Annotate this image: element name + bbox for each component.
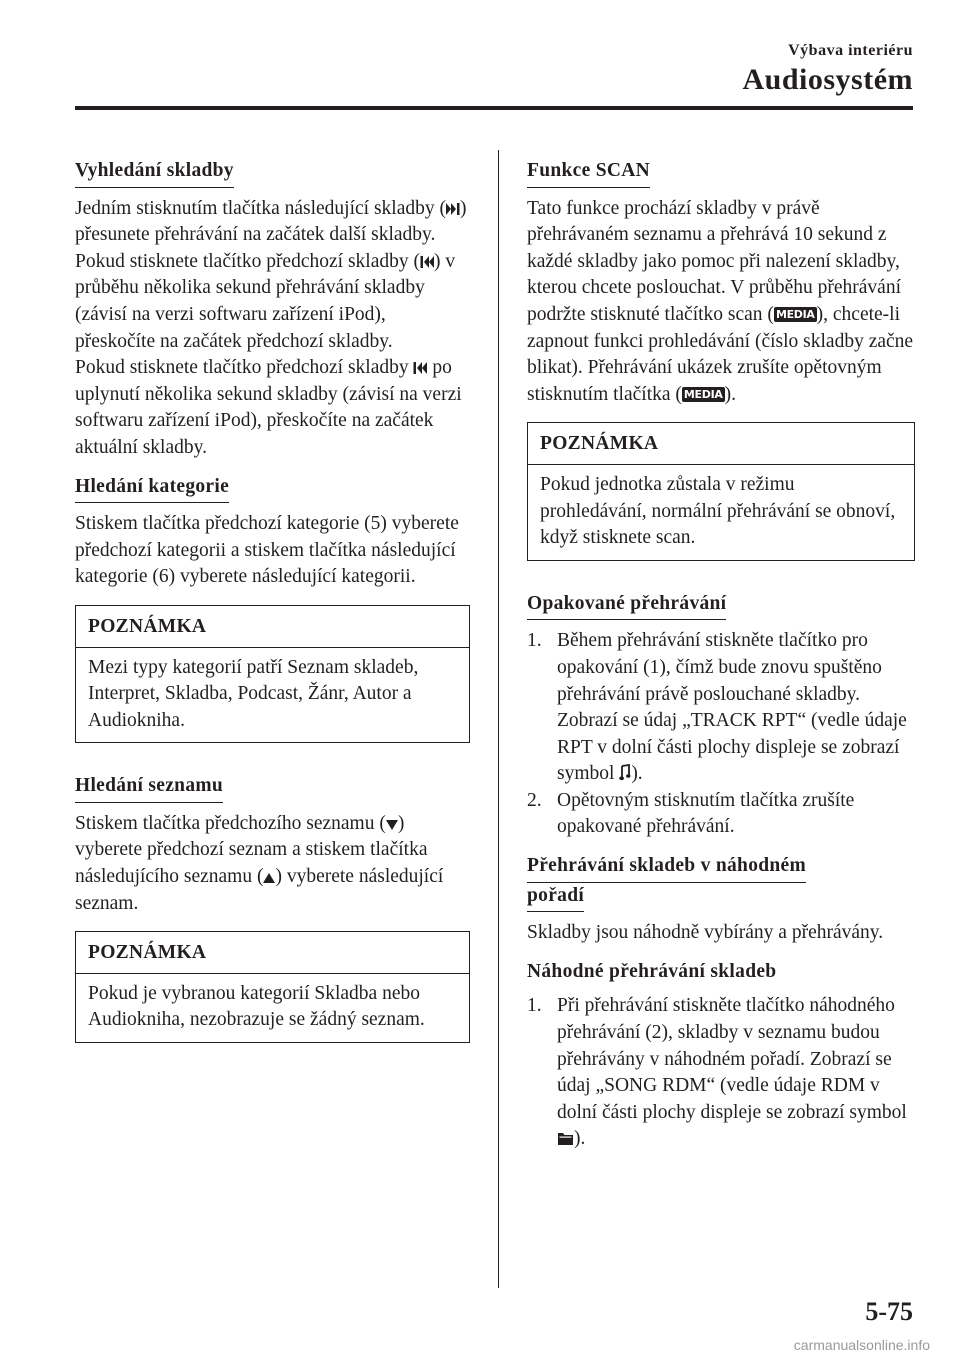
- note-box: [75, 605, 470, 743]
- subheading-random-tracks: Náhodné přehrávání skladeb: [527, 960, 777, 982]
- heading-track-search: Vyhledání skladby: [75, 158, 234, 188]
- repeat-note-icon: [619, 764, 631, 781]
- note-body: Pokud jednotka zůstala v režimu prohledávání, normální přehrávání se obnoví, když stisknete scan.: [540, 473, 896, 549]
- next-track-icon: [446, 202, 460, 216]
- note-box: [75, 931, 470, 1043]
- up-triangle-icon: [263, 872, 275, 884]
- list-item: 2. Opětovným stisknutím tlačítka zrušíte opakované přehrávání.: [527, 789, 855, 838]
- folder-icon: [557, 1130, 574, 1146]
- note-title: POZNÁMKA: [528, 423, 914, 465]
- left-column: [75, 158, 470, 1073]
- note-title: POZNÁMKA: [76, 932, 469, 974]
- heading-list-search: Hledání seznamu: [75, 773, 223, 803]
- down-triangle-icon: [386, 819, 398, 831]
- media-button-icon: MEDIA: [683, 387, 723, 401]
- header-rule: [75, 106, 913, 110]
- heading-repeat-playback: Opakované přehrávání: [527, 591, 726, 621]
- heading-random-playback: Přehrávání skladeb v náhodném pořadí: [527, 853, 915, 912]
- paragraph-random: Skladby jsou náhodně vybírány a přehrávány.: [527, 922, 884, 944]
- note-body: Mezi typy kategorií patří Seznam skladeb, Interpret, Skladba, Podcast, Žánr, Autor a Audiokniha.: [88, 656, 419, 731]
- note-box: [527, 422, 915, 560]
- chapter-title: Audiosystém: [742, 63, 913, 96]
- media-button-icon: MEDIA: [775, 307, 815, 321]
- list-item: 1. Při přehrávání stiskněte tlačítko náhodného přehrávání (2), skladby v seznamu budou přehrávány v náhodném pořadí. Zobrazí se údaj „SONG RDM“ (vedle údaje RDM v dolní části plochy displeje se zobrazí symbol ).: [527, 995, 907, 1150]
- page-number: 5-75: [865, 1297, 913, 1326]
- paragraph-list: Stiskem tlačítka předchozího seznamu ( ) vyberete předchozí seznam a stiskem tlačítka následujícího seznamu ( ) vyberete následující seznam.: [75, 812, 444, 914]
- right-column: [527, 158, 915, 1165]
- section-title: Výbava interiéru: [788, 42, 913, 59]
- paragraph-scan: Tato funkce prochází skladby v právě přehrávaném seznamu a přehrává 10 sekund z každé skladby jako pomoc při nalezení skladby, kterou chcete poslouchat. V průběhu přehrávání podržte stisknuté tlačítko scan ( MEDIA ), chcete-li zapnout funkci prohledávání (číslo skladby začne blikat). Přehrávání ukázek zrušíte opětovným stisknutím tlačítka ( MEDIA ).: [527, 197, 914, 405]
- running-header: [742, 42, 913, 97]
- previous-track-icon: [413, 361, 427, 375]
- list-item: 1. Během přehrávání stiskněte tlačítko pro opakování (1), čímž bude znovu spuštěno přehrávání právě poslouchané skladby. Zobrazí se údaj „TRACK RPT“ (vedle údaje RPT v dolní části plochy displeje se zobrazí symbol ).: [527, 630, 907, 785]
- column-divider: [498, 150, 499, 1288]
- random-steps-list: [527, 993, 915, 1153]
- note-title: POZNÁMKA: [76, 606, 469, 648]
- paragraph-category: Stiskem tlačítka předchozí kategorie (5) vyberete předchozí kategorii a stiskem tlačítka následující kategorie (6) vyberete následující kategorii.: [75, 513, 459, 588]
- heading-scan-function: Funkce SCAN: [527, 158, 650, 188]
- heading-category-search: Hledání kategorie: [75, 474, 229, 504]
- repeat-steps-list: [527, 628, 915, 841]
- watermark: carmanualsonline.info: [793, 1337, 930, 1353]
- paragraph-next-track: Jedním stisknutím tlačítka následující skladby ( ) přesunete přehrávání na začátek další skladby. Pokud stisknete tlačítko předchozí skladby ( ) v průběhu několika sekund přehrávání skladby (závisí na verzi softwaru zařízení iPod), přeskočíte na začátek předchozí skladby. Pokud stisknete tlačítko předchozí skladby po uplynutí několika sekund skladby (závisí na verzi softwaru zařízení iPod), přeskočíte na začátek aktuální skladby.: [75, 197, 467, 458]
- previous-track-icon: [420, 255, 434, 269]
- note-body: Pokud je vybranou kategorií Skladba nebo Audiokniha, nezobrazuje se žádný seznam.: [88, 982, 425, 1031]
